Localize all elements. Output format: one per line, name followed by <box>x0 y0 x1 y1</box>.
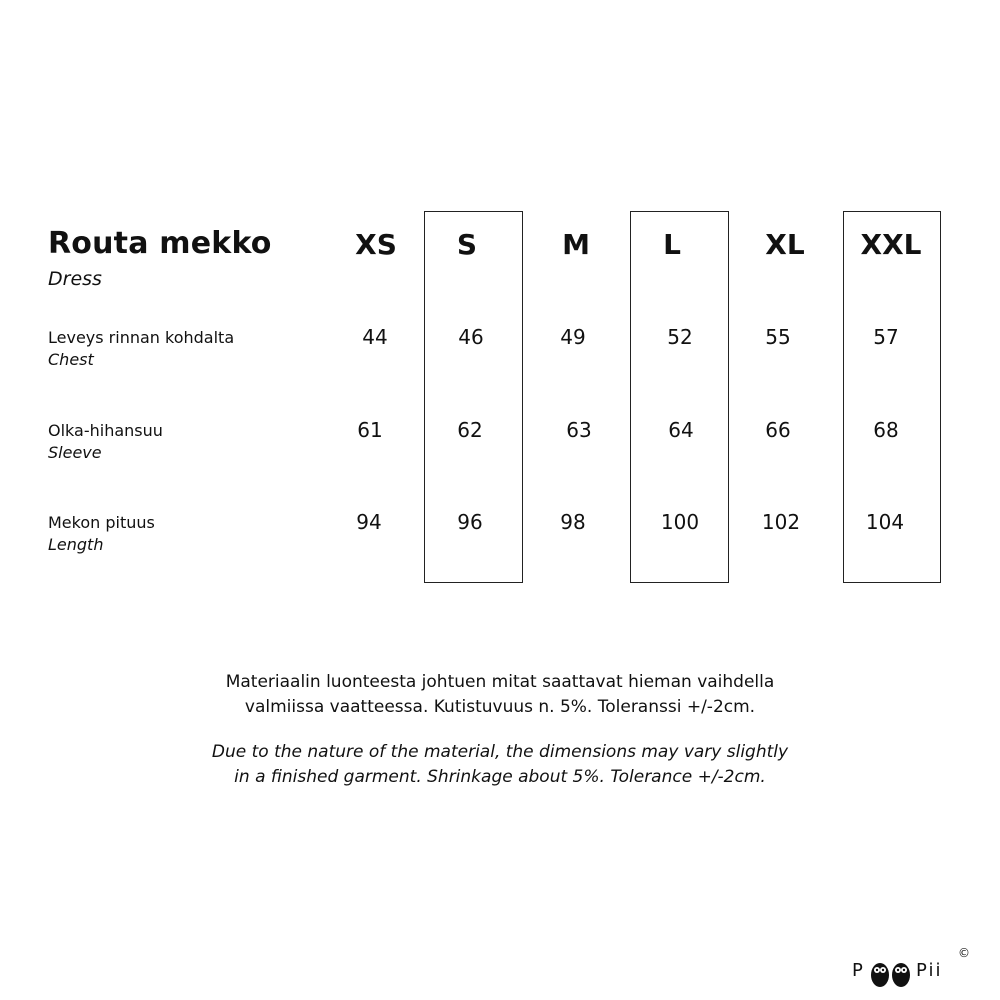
size-header-xxl: XXL <box>860 228 922 261</box>
cell-chest-l: 52 <box>667 325 693 349</box>
row-label-en: Length <box>48 535 104 554</box>
cell-sleeve-xs: 61 <box>357 418 383 442</box>
row-label-en: Chest <box>48 350 94 369</box>
cell-chest-s: 46 <box>458 325 484 349</box>
size-header-m: M <box>562 228 590 261</box>
row-label-en: Sleeve <box>48 443 102 462</box>
size-header-s: S <box>456 228 478 261</box>
cell-sleeve-xl: 66 <box>765 418 791 442</box>
cell-sleeve-s: 62 <box>457 418 483 442</box>
brand-logo <box>852 952 972 992</box>
note-line: valmiissa vaatteessa. Kutistuvuus n. 5%. Toleranssi +/-2cm. <box>244 697 756 717</box>
row-label-chest <box>48 327 234 371</box>
cell-length-xxl: 104 <box>865 510 905 534</box>
row-label-fi: Mekon pituus <box>48 513 155 532</box>
size-header-l: L <box>663 228 681 261</box>
cell-sleeve-m: 63 <box>566 418 592 442</box>
row-label-sleeve <box>48 420 163 464</box>
logo-text-start: P <box>852 960 865 981</box>
note-line: Due to the nature of the material, the dimensions may vary slightly <box>211 742 789 762</box>
note-finnish <box>0 670 1000 720</box>
row-label-fi: Olka-hihansuu <box>48 421 163 440</box>
cell-length-l: 100 <box>660 510 700 534</box>
product-subtitle: Dress <box>48 268 102 290</box>
owl-face-icon <box>869 958 913 990</box>
cell-chest-xl: 55 <box>765 325 791 349</box>
cell-chest-m: 49 <box>560 325 586 349</box>
copyright-symbol: © <box>958 946 970 960</box>
cell-chest-xxl: 57 <box>873 325 899 349</box>
cell-chest-xs: 44 <box>362 325 388 349</box>
product-title: Routa mekko <box>48 226 272 261</box>
row-label-fi: Leveys rinnan kohdalta <box>48 328 235 347</box>
cell-sleeve-l: 64 <box>668 418 694 442</box>
cell-sleeve-xxl: 68 <box>873 418 899 442</box>
note-line: Materiaalin luonteesta johtuen mitat saattavat hieman vaihdella <box>225 672 775 692</box>
cell-length-m: 98 <box>560 510 586 534</box>
cell-length-s: 96 <box>457 510 483 534</box>
logo-text-end: Pii <box>916 960 943 981</box>
size-header-xl: XL <box>765 228 805 261</box>
cell-length-xs: 94 <box>356 510 382 534</box>
note-english <box>0 740 1000 790</box>
note-line: in a finished garment. Shrinkage about 5%. Tolerance +/-2cm. <box>234 767 766 787</box>
size-header-xs: XS <box>355 228 397 261</box>
row-label-length <box>48 512 155 556</box>
cell-length-xl: 102 <box>761 510 801 534</box>
